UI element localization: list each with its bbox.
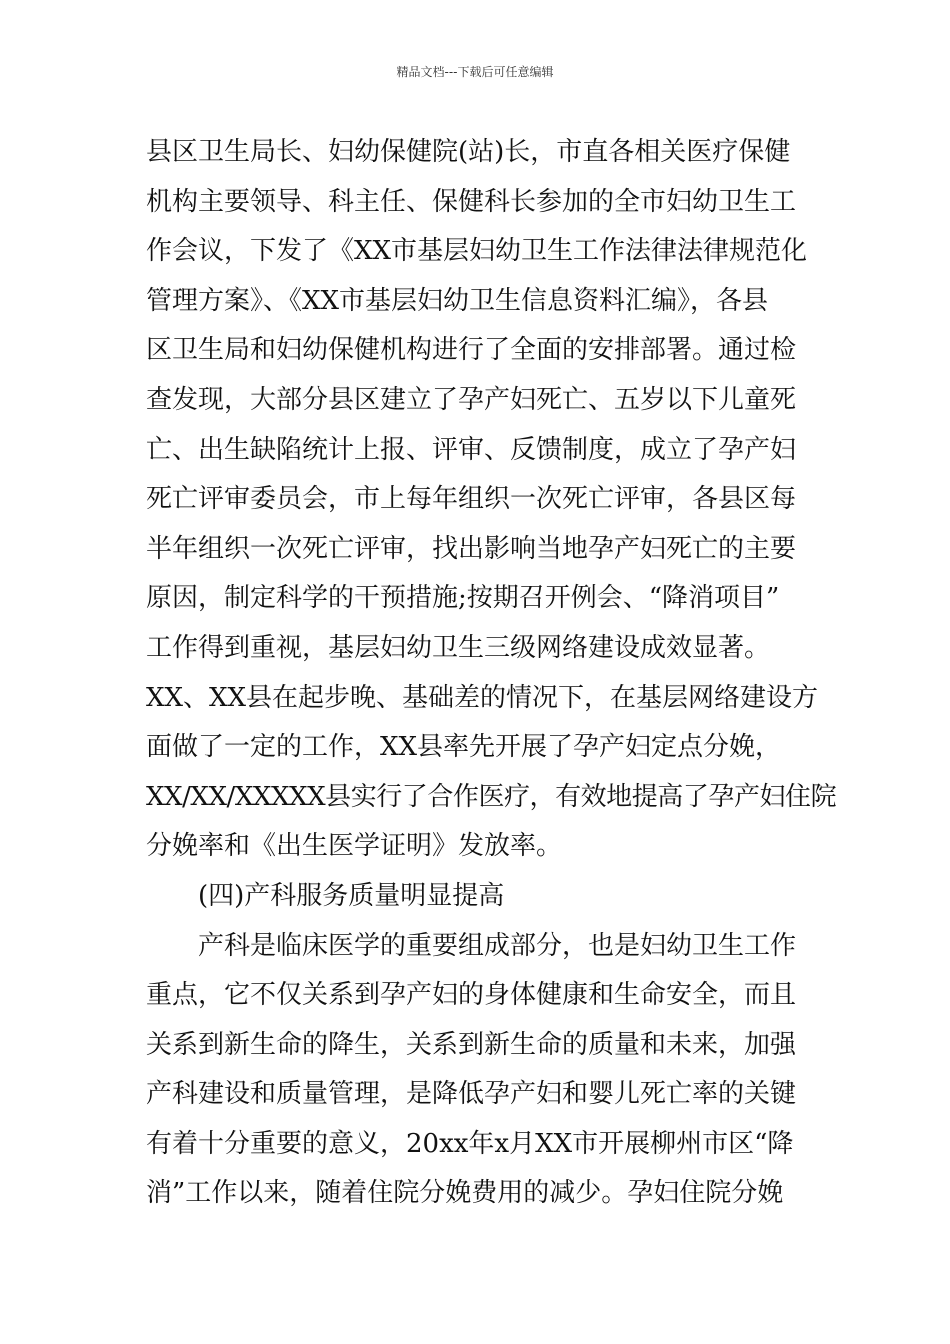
section-heading: (四)产科服务质量明显提高 bbox=[198, 880, 505, 911]
text-line: 县区卫生局长、妇幼保健院(站)长，市直各相关医疗保健 bbox=[146, 137, 791, 167]
text-line: 重点，它不仅关系到孕产妇的身体健康和生命安全，而且 bbox=[146, 980, 797, 1011]
text-line: 产科是临床医学的重要组成部分，也是妇幼卫生工作 bbox=[198, 930, 797, 961]
text-line: 半年组织一次死亡评审，找出影响当地孕产妇死亡的主要 bbox=[146, 533, 797, 564]
text-line: 面做了一定的工作，XX县率先开展了孕产妇定点分娩， bbox=[146, 732, 782, 763]
text-line: 产科建设和质量管理，是降低孕产妇和婴儿死亡率的关键 bbox=[146, 1079, 797, 1110]
text-line: 工作得到重视，基层妇幼卫生三级网络建设成效显著。 bbox=[146, 632, 771, 663]
text-line: 区卫生局和妇幼保健机构进行了全面的安排部署。通过检 bbox=[146, 335, 797, 366]
text-line: XX/XX/XXXXX县实行了合作医疗，有效地提高了孕产妇住院 bbox=[146, 781, 837, 812]
text-line: 死亡评审委员会，市上每年组织一次死亡评审，各县区每 bbox=[146, 484, 797, 515]
document-body bbox=[146, 128, 836, 1219]
text-line: XX、XX县在起步晚、基础差的情况下，在基层网络建设方 bbox=[146, 682, 819, 713]
text-line: 亡、出生缺陷统计上报、评审、反馈制度，成立了孕产妇 bbox=[146, 434, 797, 465]
text-line: 消”工作以来，随着住院分娩费用的减少。孕妇住院分娩 bbox=[146, 1178, 784, 1209]
text-line: 原因，制定科学的干预措施;按期召开例会、“降消项目” bbox=[146, 583, 780, 614]
text-line: 有着十分重要的意义，20xx年x月XX市开展柳州市区“降 bbox=[146, 1128, 794, 1159]
text-line: 关系到新生命的降生，关系到新生命的质量和未来，加强 bbox=[146, 1029, 797, 1060]
text-line: 查发现，大部分县区建立了孕产妇死亡、五岁以下儿童死 bbox=[146, 384, 797, 415]
text-line: 管理方案》、《XX市基层妇幼卫生信息资料汇编》，各县 bbox=[146, 285, 769, 316]
text-line: 分娩率和《出生医学证明》发放率。 bbox=[146, 831, 563, 862]
text-line: 作会议，下发了《XX市基层妇幼卫生工作法律法律规范化 bbox=[146, 236, 808, 267]
page-header: 精品文档---下载后可任意编辑 bbox=[396, 65, 554, 79]
text-line: 机构主要领导、科主任、保健科长参加的全市妇幼卫生工 bbox=[146, 186, 797, 217]
